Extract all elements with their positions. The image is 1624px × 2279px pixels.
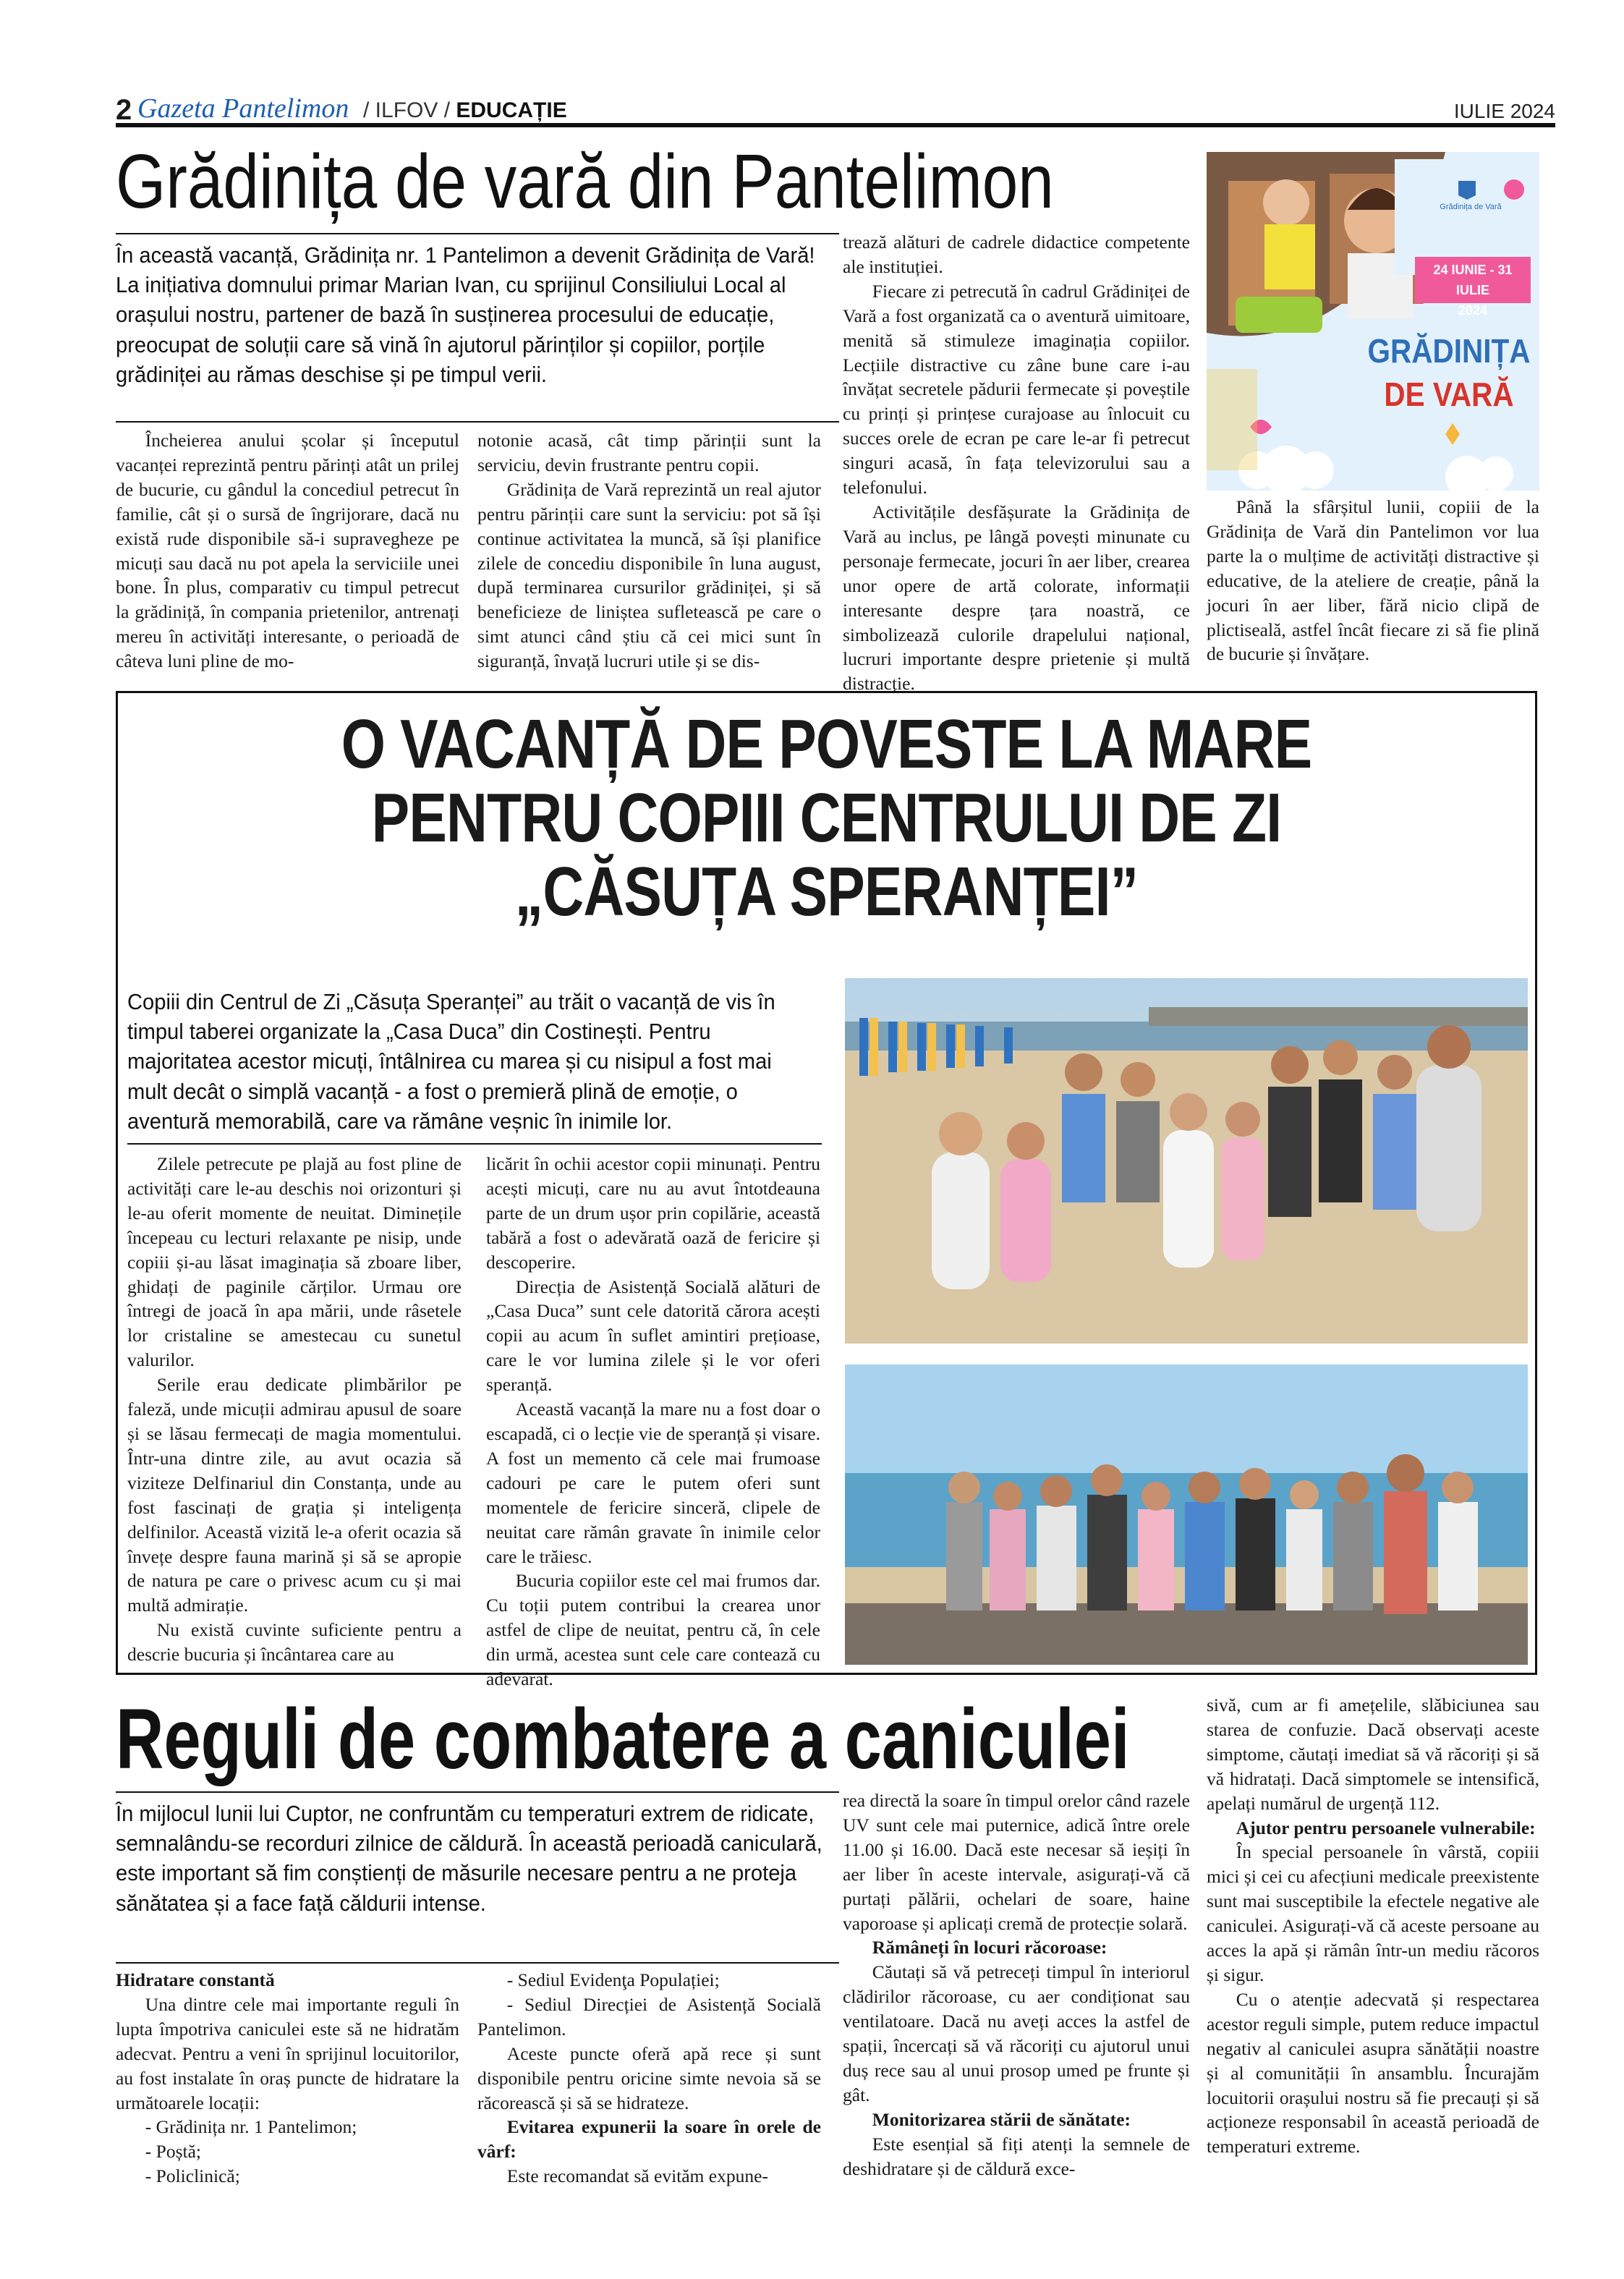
list-item: - Sediul Direcției de Asistență Socială Pantelimon. (477, 1993, 821, 2040)
seaside-group-photo (845, 1365, 1528, 1665)
article3-lead: În mijlocul lunii lui Cuptor, ne confruntăm cu temperaturi extrem de ridicate, semnalându-se recorduri zilnice de căldură. În această perioadă caniculară, este important să fim conștienți de măsurile necesare pentru a ne proteja sănătatea și a face față căldurii intense. (116, 1801, 822, 1916)
poster-title-line2: DE VARĂ (1384, 375, 1514, 413)
paragraph: trează alături de cadrele didactice competente ale instituției. (843, 232, 1190, 277)
paragraph: notonie acasă, cât timp părinții sunt la serviciu, devin frustrante pentru copii. (477, 430, 821, 475)
paragraph: Zilele petrecute pe plajă au fost pline de activități care le-au deschis noi orizonturi și le-au oferit momente de neuitat. Diminețile începeau cu lecturi relaxante pe nisip, unde copiii și-au lăsat imaginația să zboare liber, ghidați de paginile cărților. Urmau ore întregi de joacă în apa mării, unde râsetele lor cristaline se amestecau cu sunetul valurilor. (127, 1153, 462, 1371)
page-number: 2 (116, 94, 132, 126)
article2-column-2 (486, 1152, 820, 1692)
article3-column-1 (116, 1968, 459, 2189)
article3-column-4 (1207, 1693, 1539, 2159)
article1-column-1 (116, 428, 459, 674)
article2-lead: Copiii din Centrul de Zi „Căsuța Speranței” au trăit o vacanță de vis în timpul taberei organizate la „Casa Duca” din Costinești. Pentru majoritatea acestor micuți, întâlnirea cu marea și cu nisipul a fost mai mult decât o simplă vacanță - a fost o premieră plină de emoție, o aventură memorabilă, care va rămâne veșnic în inimile lor. (127, 989, 775, 1134)
section-path: / ILFOV / (363, 98, 451, 122)
paragraph: Nu există cuvinte suficiente pentru a descrie bucuria și încântarea care au (127, 1619, 462, 1665)
subheading: Hidratare constantă (116, 1969, 275, 1990)
poster-logo-text: Grădinița de Vară (1440, 203, 1502, 211)
paragraph: Cu o atenție adecvată și respectarea acestor reguli simple, putem reduce impactul negativ al caniculei asupra sănătății noastre și al comunității în ansamblu. Încurajăm locuitorii orașului nostru să fie precauți și să acționeze responsabil în această perioadă de temperaturi extreme. (1207, 1988, 1539, 2157)
section-name: EDUCAȚIE (456, 98, 567, 122)
article1-title: Grădinița de vară din Pantelimon (116, 139, 1054, 224)
list-item: - Grădinița nr. 1 Pantelimon; (145, 2116, 357, 2138)
article3-column-3 (843, 1788, 1190, 2181)
paragraph: Grădinița de Vară reprezintă un real ajutor pentru părinții care sunt la serviciu: pot să își continue activitatea la muncă, să își planifice zilele de concediu disponibile în luna august, după terminarea cursurilor grădiniței, și să beneficieze de liniștea sufletească pe care o simt atunci când știu că cei mici sunt în siguranță, învață lucruri utile și se dis- (477, 478, 821, 672)
article2-column-1 (127, 1152, 462, 1667)
subheading: Rămâneți în locuri răcoroase: (872, 1937, 1108, 1958)
paragraph: Una dintre cele mai importante reguli în lupta împotriva caniculei este să ne hidratăm adecvat. Pentru a veni în sprijinul locuitorilor, au fost instalate în oraș puncte de hidratare la următoarele locații: (116, 1993, 459, 2113)
subheading: Monitorizarea stării de sănătate: (872, 2108, 1131, 2130)
list-item: - Policlinică; (145, 2165, 240, 2187)
beach-photo-art (845, 978, 1528, 1344)
paragraph: rea directă la soare în timpul orelor când razele UV sunt cele mai puternice, adică între orele 11.00 și 16.00. Dacă este necesar să ieșiți în aer liber în aceste intervale, asigurați-vă că purtați pălării, ochelari de soare, haine vaporoase și aplicați cremă de protecție solară. (843, 1790, 1190, 1934)
article2-lead-rule (127, 1143, 822, 1145)
article1-lead-rule (116, 421, 839, 423)
list-item: - Sediul Evidenţa Populației; (506, 1969, 720, 1990)
article3-column-2 (477, 1968, 821, 2189)
subheading: Evitarea expunerii la soare în orele de vârf: (477, 2116, 821, 2163)
article1-column-2 (477, 428, 821, 674)
paragraph: Fiecare zi petrecută în cadrul Grădiniței de Vară a fost organizată ca o aventură uimitoare, menită să stimuleze imaginația copiilor. Lecțiile distractive cu zâne bune care i-au învățat secretele pădurii fermecate și poveștile cu prinți și prințese curajoase au înlocuit cu succes orele de ecran pe care le-ar fi petrecut singuri acasă, în fața televizorului sau a telefonului. (843, 280, 1190, 498)
article2-title-line3: „CĂSUȚA SPERANȚEI” (514, 853, 1139, 930)
summer-kindergarten-poster (1207, 152, 1539, 491)
list-item: - Poștă; (145, 2141, 202, 2163)
paragraph: Serile erau dedicate plimbărilor pe faleză, unde micuții admirau apusul de soare și se lăsau fermecați de magia momentului. Într-una dintre zile, au avut ocazia să viziteze Delfinariul din Constanța, unde au fost fascinați de grația și inteligența delfinilor. Această vizită le-a oferit ocazia să învețe despre fauna marină și să se apropie de natura pe care o privesc acum cu și mai multă admirație. (127, 1374, 462, 1616)
paragraph: sivă, cum ar fi amețelile, slăbiciunea sau starea de confuzie. Dacă observați aceste simptome, căutați imediat să vă răcoriți și să vă hidratați. Dacă simptomele se intensifică, apelați numărul de urgență 112. (1207, 1694, 1539, 1814)
article1-column-4 (1207, 495, 1539, 666)
article3-title: Reguli de combatere a caniculei (116, 1692, 1130, 1787)
article1-lead: În această vacanță, Grădinița nr. 1 Pantelimon a devenit Grădinița de Vară! La inițiativa domnului primar Marian Ivan, cu sprijinul Consiliului Local al orașului nostru, partener de bază în susținerea procesului de educație, preocupat de soluții care să vină în ajutorul părinților și copiilor, porțile grădiniței au rămas deschise și pe timpul verii. (116, 242, 815, 387)
issue-date: IULIE 2024 (1453, 100, 1555, 122)
article2-title-line1: O VACANȚĂ DE POVESTE LA MARE (341, 705, 1312, 783)
brand-name: Gazeta Pantelimon (137, 93, 349, 124)
poster-title-line1: GRĂDINIȚA (1367, 332, 1531, 370)
subheading: Ajutor pentru persoanele vulnerabile: (1236, 1817, 1536, 1838)
paragraph: În special persoanele în vârstă, copiii mici și cei cu afecțiuni medicale preexistente sunt mai susceptibile la efectele negative ale caniculei. Asigurați-vă că aceste persoane au acces la apă și rămân într-un mediu răcoros și sigur. (1207, 1841, 1539, 1985)
paragraph: Căutați să vă petreceți timpul în interiorul clădirilor răcoroase, cu aer condiționat sau ventilatoare. Dacă nu aveți acces la astfel de spații, încercați să vă răcoriți cu ajutorul unui duș rece sau al unui prosop umed pe frunte și gât. (843, 1961, 1190, 2105)
article3-lead-rule (116, 1962, 839, 1964)
paragraph: licărit în ochii acestor copii minunați. Pentru acești micuți, care nu au avut întotdeauna parte de un drum ușor prin copilărie, această tabără a fost o adevărată oază de fericire și descoperire. (486, 1153, 820, 1273)
article1-title-rule (116, 233, 839, 234)
section-breadcrumb (363, 98, 567, 123)
paragraph: Este esențial să fiți atenți la semnele de deshidratare și de căldură exce- (843, 2133, 1190, 2179)
paragraph: Până la sfârșitul lunii, copiii de la Grădinița de Vară din Pantelimon vor lua parte la o mulțime de activități distractive și educative, de la ateliere de creație, până la jocuri în aer liber, fără nicio clipă de plictiseală, astfel încât fiecare zi să fie plină de bucurie și învățare. (1207, 496, 1539, 665)
article3-title-rule (116, 1791, 839, 1793)
paragraph: Această vacanță la mare nu a fost doar o escapadă, ci o lecție vie de speranță și visare. A fost un memento că cele mai frumoase cadouri pe care le putem oferi sunt momentele de fericire sinceră, clipele de neuitat care rămân gravate în inimile celor care le trăiesc. (486, 1399, 820, 1567)
paragraph: Activitățile desfășurate la Grădinița de Vară au inclus, pe lângă povești minunate cu personaje fermecate, jocuri în aer liber, crearea unor opere de artă colorate, informații interesante despre țara noastră, ce simbolizează culorile drapelului național, lucruri importante despre prietenie și multă distracție. (843, 501, 1190, 695)
paragraph: Încheierea anului școlar și începutul vacanței reprezintă pentru părinți atât un prilej de bucurie, cu gândul la concediul petrecut în familie, cât și o sursă de îngrijorare, dacă nu există rude disponibile să-i supravegheze pe micuți sau dacă nu pot apela la serviciile unei bone. În plus, comparativ cu timpul petrecut la grădiniță, în compania prietenilor, antrenați mereu în activități interesante, o perioadă de câteva luni pline de mo- (116, 430, 459, 672)
poster-date-badge (1415, 257, 1531, 318)
article2-title-line2: PENTRU COPIII CENTRULUI DE ZI (371, 779, 1282, 857)
poster-year: 2024 (1458, 303, 1488, 318)
paragraph: Aceste puncte oferă apă rece și sunt disponibile pentru oricine simte nevoia să se răcorească și să se hidrateze. (477, 2042, 821, 2113)
beach-group-photo (845, 978, 1528, 1344)
poster-dates: 24 IUNIE - 31 IULIE (1433, 263, 1513, 297)
paragraph: Direcția de Asistență Socială alături de „Casa Duca” sunt cele datorită cărora acești copii au acum în suflet amintiri prețioase, care le vor lumina zilele și le vor oferi speranță. (486, 1276, 820, 1396)
seaside-photo-art (845, 1365, 1528, 1665)
article1-column-3 (843, 230, 1190, 696)
paragraph: Este recomandat să evităm expune- (506, 2165, 768, 2187)
paragraph: Bucuria copiilor este cel mai frumos dar. Cu toții putem contribui la crearea unor astfel de clipe de neuitat, pentru că, în cele din urmă, acestea sunt cele care contează cu adevărat. (486, 1570, 820, 1690)
